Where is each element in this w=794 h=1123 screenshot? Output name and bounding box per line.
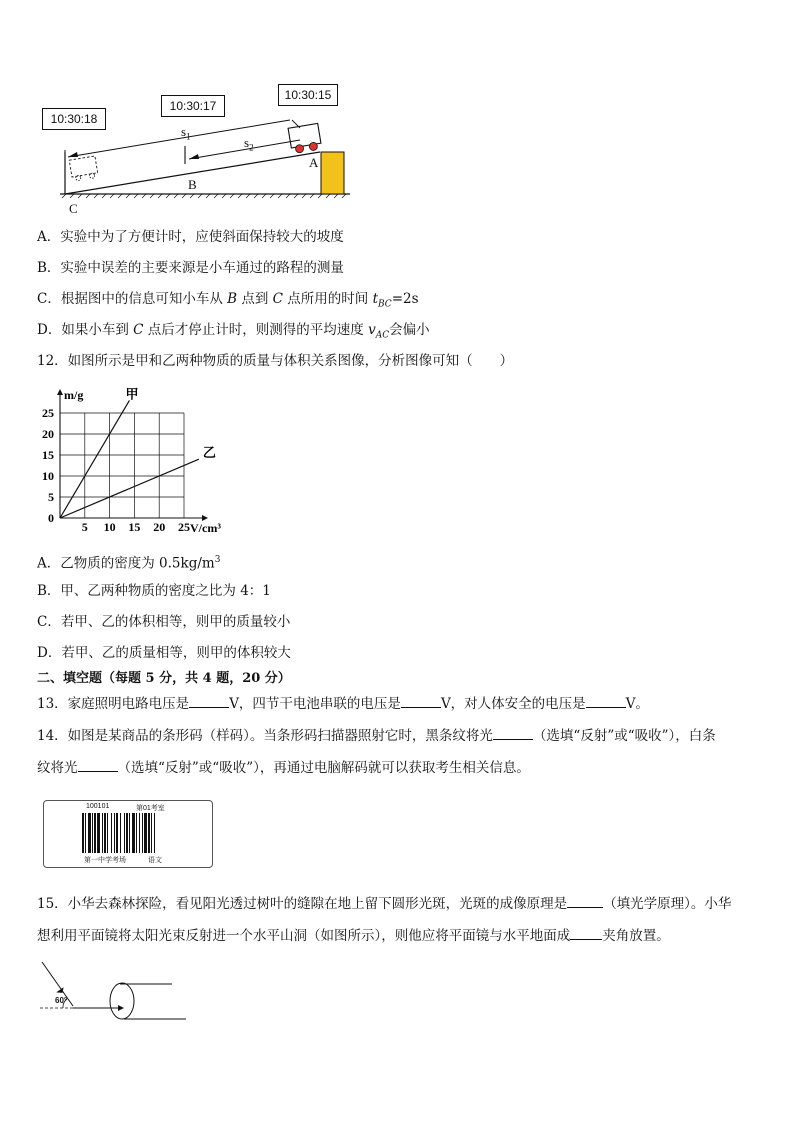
q13: 13．家庭照明电路电压是 V，四节干电池串联的电压是 V，对人体安全的电压是 V。	[37, 696, 649, 712]
barcode-bar	[136, 813, 137, 853]
label-s1: $s_1$	[181, 124, 191, 142]
cave-angle-label: 60°	[55, 996, 68, 1005]
q12-option-a: A．乙物质的密度为 $0.5kg/m^3$	[37, 555, 221, 572]
x-tick-label: 10	[103, 520, 116, 534]
barcode-bar	[142, 813, 143, 853]
q13-blank-2[interactable]	[401, 695, 441, 708]
q12-option-c: C．若甲、乙的体积相等，则甲的质量较小	[37, 614, 291, 630]
barcode-bar	[124, 813, 125, 853]
y-tick-label: 20	[42, 427, 54, 441]
q11-option-b: B．实验中误差的主要来源是小车通过的路程的测量	[37, 260, 344, 276]
series-line-0	[60, 400, 129, 518]
mass-volume-chart	[32, 380, 232, 540]
q14-blank-1[interactable]	[493, 727, 533, 740]
barcode-bar	[92, 813, 93, 853]
barcode-bar	[85, 813, 86, 853]
y-tick-label: 5	[48, 490, 54, 504]
barcode-bar	[82, 813, 84, 853]
barcode-bar	[139, 813, 140, 853]
q12-option-d: D．若甲、乙的质量相等，则甲的体积较大	[37, 645, 291, 661]
q13-blank-1[interactable]	[189, 695, 229, 708]
barcode-top-left: 100101	[86, 803, 110, 810]
barcode-bar	[144, 813, 147, 853]
barcode-bar	[102, 813, 103, 853]
barcode-bar	[94, 813, 96, 853]
y-tick-label: 25	[42, 406, 54, 420]
x-tick-label: 15	[128, 520, 141, 534]
barcode-bar	[111, 813, 112, 853]
q12-stem: 12．如图所示是甲和乙两种物质的质量与体积关系图像，分析图像可知（ ）	[37, 353, 514, 369]
dashed-cart	[69, 156, 98, 181]
q14-line2: 纹将光 （选填“反射”或“吸收”），再通过电脑解码就可以获取考生相关信息。	[37, 760, 530, 776]
q12-option-b: B．甲、乙两种物质的密度之比为 4：1	[37, 583, 271, 599]
barcode-top-right: 第01考室	[136, 805, 165, 812]
timestamp-b: 10:30:17	[161, 95, 225, 117]
barcode-bottom-left: 第一中学考场	[84, 857, 126, 864]
timestamp-c: 10:30:18	[42, 108, 106, 130]
barcode-bar	[126, 813, 128, 853]
label-s2: $s_2$	[244, 135, 254, 153]
barcode-bar	[151, 813, 152, 853]
barcode-bar	[104, 813, 106, 853]
series-label-0: 甲	[125, 387, 139, 403]
y-tick-label: 15	[42, 448, 54, 462]
q15-blank-2[interactable]	[570, 927, 602, 940]
x-tick-label: 25	[178, 520, 190, 534]
barcode-label	[43, 800, 213, 868]
barcode-bar	[129, 813, 130, 853]
q15-line1: 15．小华去森林探险，看见阳光透过树叶的缝隙在地上留下圆形光斑，光斑的成像原理是 （填光学原理）。小华	[37, 896, 732, 912]
q11-option-a: A．实验中为了方便计时，应使斜面保持较大的坡度	[37, 229, 344, 245]
y-axis-arrow	[57, 389, 63, 395]
label-c: C	[69, 201, 78, 216]
mass-volume-chart-svg	[32, 380, 232, 540]
barcode-bar	[116, 813, 118, 853]
barcode-bars	[82, 813, 176, 853]
q11-option-d: D．如果小车到 C 点后才停止计时，则测得的平均速度 $v_{AC}$会偏小	[37, 322, 430, 341]
y-axis-label: m/g	[64, 388, 84, 402]
cave-drawing	[36, 956, 196, 1026]
cave-figure	[36, 956, 196, 1026]
barcode-bar	[114, 813, 115, 853]
barcode-bar	[88, 813, 91, 853]
timestamp-a: 10:30:15	[278, 84, 338, 106]
cart	[288, 123, 322, 154]
series-label-1: 乙	[202, 446, 216, 462]
q15-blank-1[interactable]	[567, 895, 603, 908]
support-block	[321, 152, 344, 194]
x-axis-label: V/cm³	[190, 521, 221, 535]
q15-line2: 想利用平面镜将太阳光束反射进一个水平山洞（如图所示），则他应将平面镜与水平地面成 夹角放置。	[37, 928, 670, 944]
barcode-bottom-right: 语文	[148, 857, 162, 864]
q13-blank-3[interactable]	[586, 695, 626, 708]
section2-heading: 二、填空题（每题 5 分，共 4 题，20 分）	[37, 671, 291, 686]
barcode-bar	[97, 813, 100, 853]
barcode-bar	[107, 813, 108, 853]
q14-line1: 14．如图是某商品的条形码（样码）。当条形码扫描器照射它时，黑条纹将光 （选填“反射”或“吸收”），白条	[37, 728, 716, 744]
series-line-1	[60, 459, 199, 518]
y-tick-label: 10	[42, 469, 54, 483]
x-tick-label: 20	[153, 520, 166, 534]
origin-label: 0	[48, 511, 54, 525]
barcode-bar	[132, 813, 135, 853]
barcode-bar	[148, 813, 150, 853]
x-tick-label: 5	[81, 520, 88, 534]
barcode-bar	[154, 813, 155, 853]
barcode-bar	[120, 813, 121, 853]
incline-figure	[38, 82, 358, 217]
label-a: A	[309, 155, 319, 170]
q14-blank-2[interactable]	[78, 759, 118, 772]
q11-option-c: C．根据图中的信息可知小车从 B 点到 C 点所用的时间 $t_{BC}=2s$	[37, 291, 419, 310]
label-b: B	[188, 177, 197, 192]
